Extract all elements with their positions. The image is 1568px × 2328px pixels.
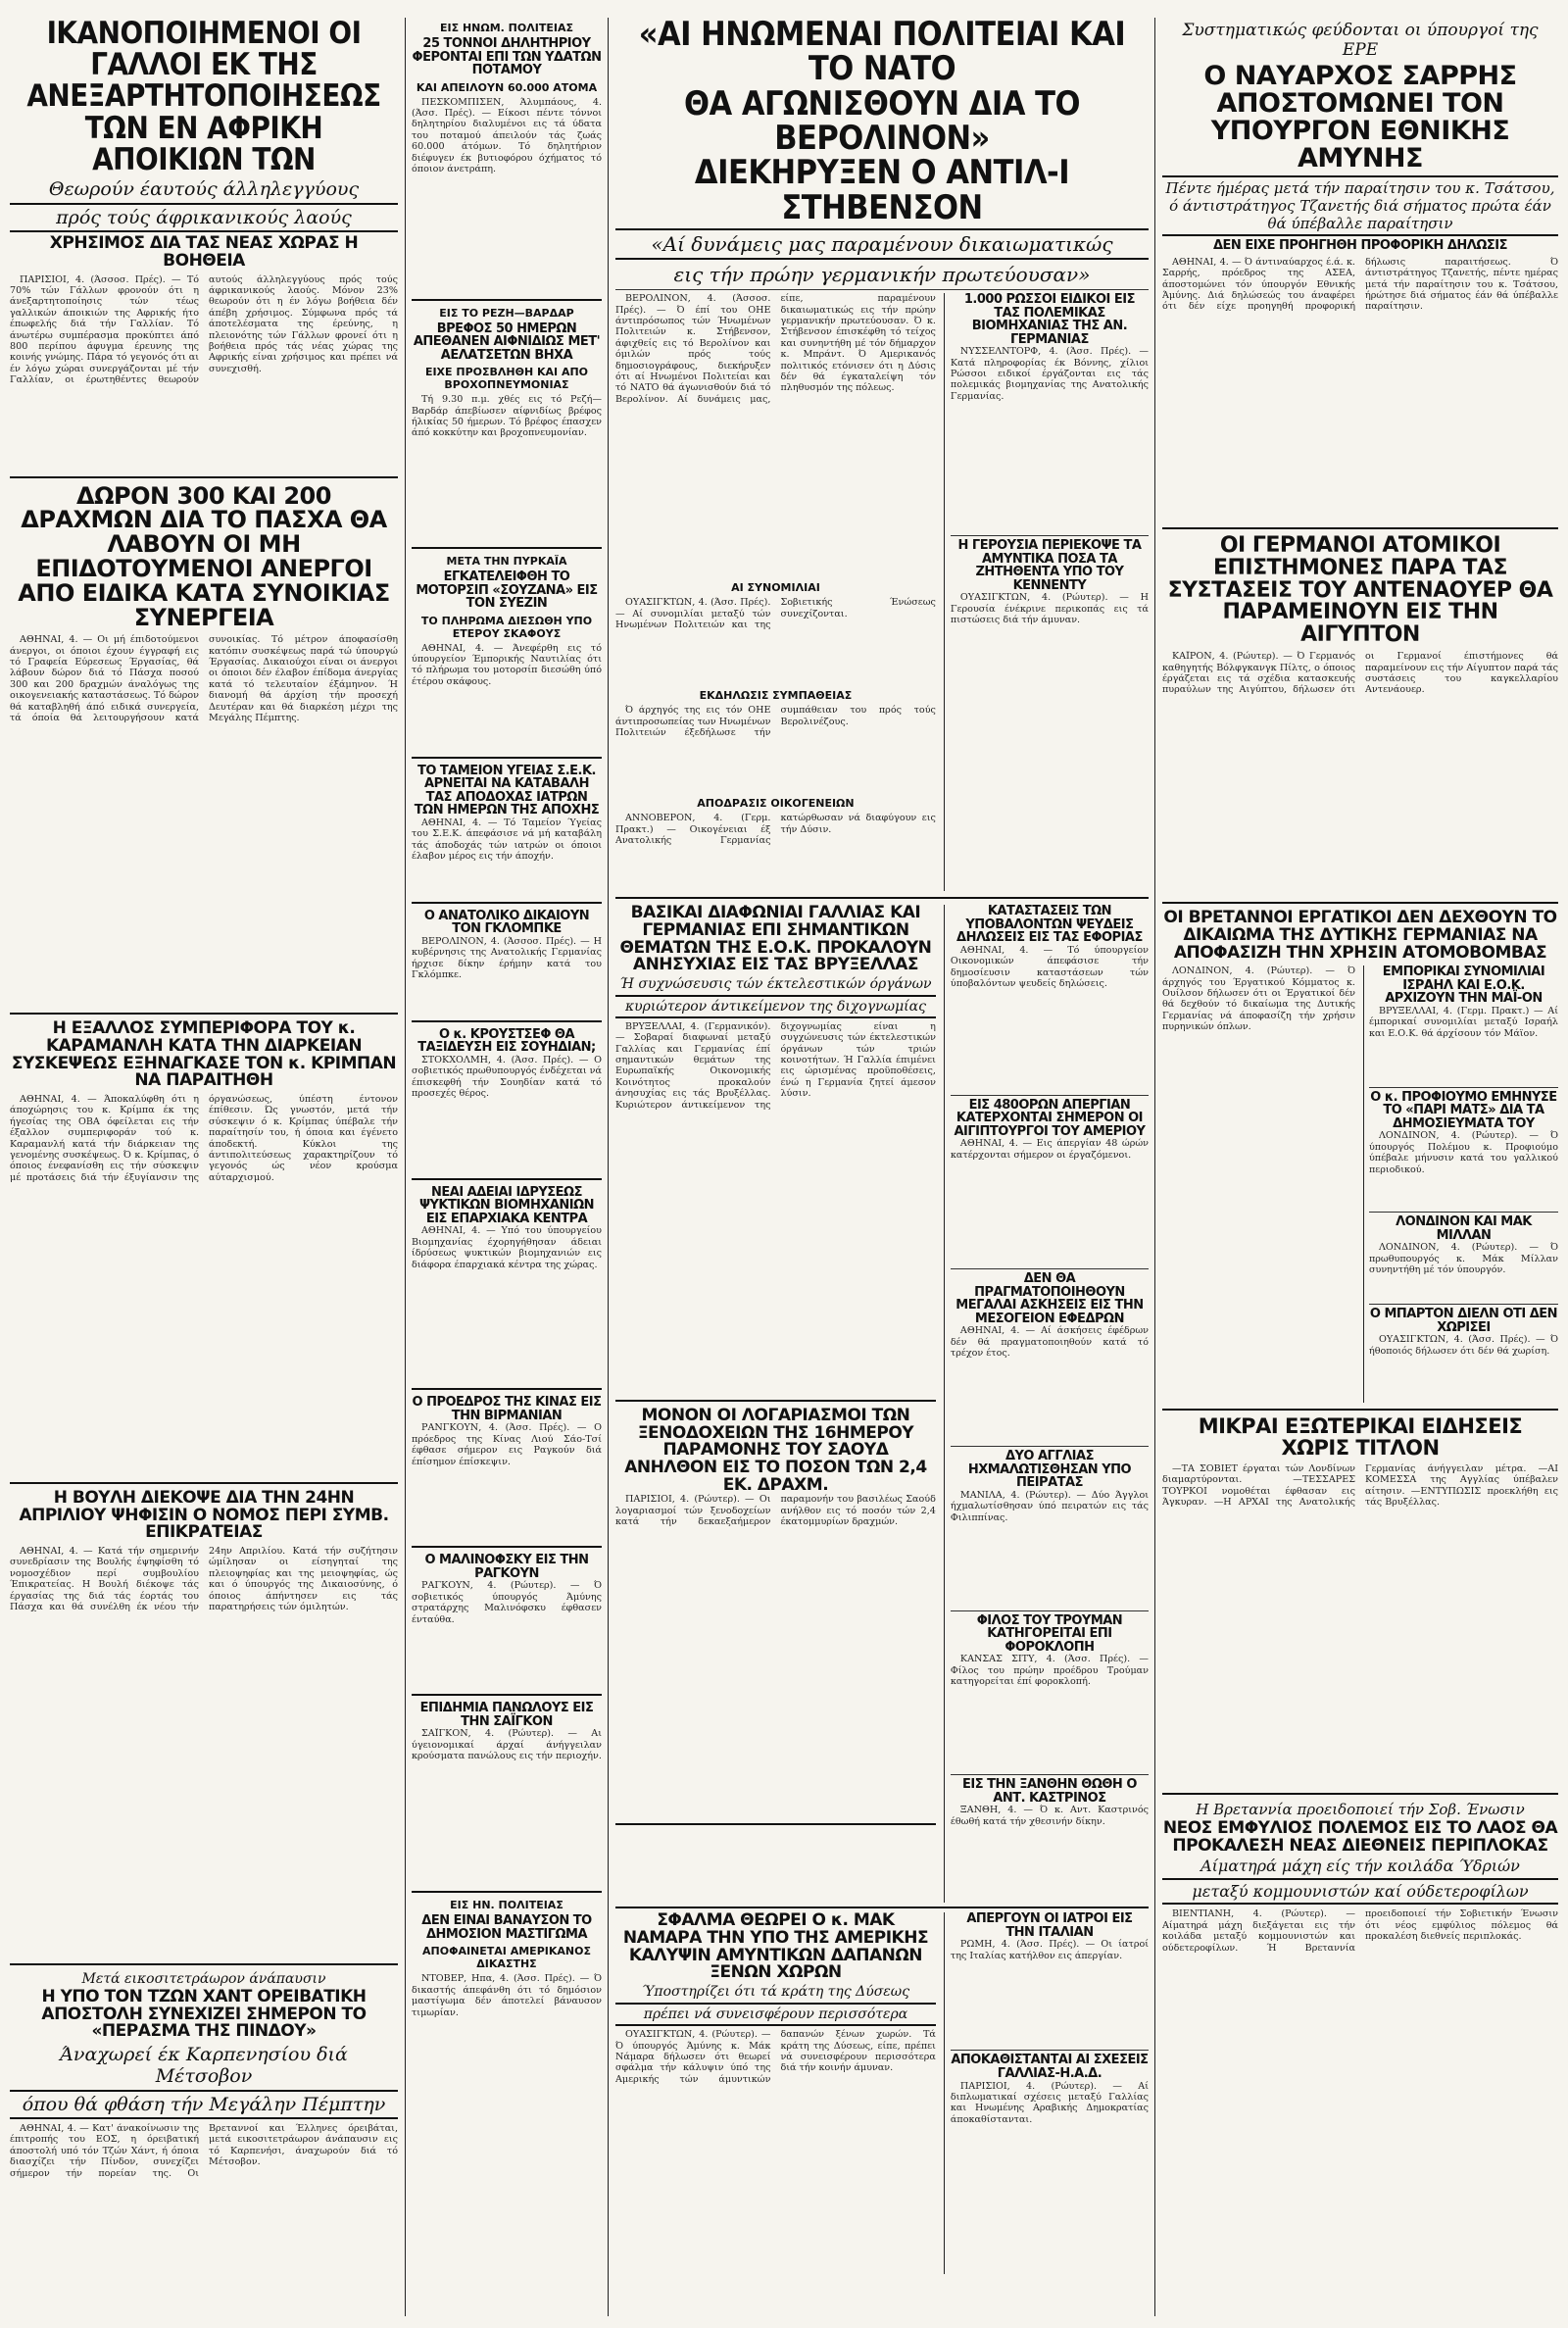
- subheadline: κυριώτερον άντικείμενον της διχογνωμίας: [615, 995, 936, 1018]
- story-infant: [412, 307, 602, 550]
- subheadline: Άναχωρεί έκ Καρπενησίου διά Μέτσοβον: [60, 2043, 348, 2087]
- headline: ΕΙΣ ΤΗΝ ΞΑΝΘΗΝ ΘΩΘΗ Ο ΑΝΤ. ΚΑΣΤΡΙΝΟΣ: [962, 1777, 1137, 1806]
- article-body: [615, 705, 936, 793]
- article-body: [412, 97, 602, 293]
- headline: ΔΩΡΟΝ 300 ΚΑΙ 200 ΔΡΑΧΜΩΝ ΔΙΑ ΤΟ ΠΑΣΧΑ ΘΑ ΛΑΒΟΥΝ ΟΙ ΜΗ ΕΠΙΔΟΤΟΥΜΕΝΟΙ ΑΝΕΡΓΟΙ ΑΠΟ ΕΙΔΙΚΑ ΚΑΤΑ ΣΥΝΟΙΚΙΑΣ ΣΥΝΕΡΓΕΙΑ: [18, 481, 390, 632]
- divider: [951, 1774, 1149, 1775]
- article-body: [951, 1490, 1149, 1608]
- article-body: [1162, 1463, 1558, 1787]
- story-sarris: [1162, 21, 1558, 529]
- kicker: ΔΕΝ ΕΙΧΕ ΠΡΟΗΓΗΘΗ ΠΡΟΦΟΡΙΚΗ ΔΗΛΩΣΙΣ: [1212, 238, 1507, 254]
- article-body: [615, 597, 936, 685]
- subheadline: πρός τούς άφρικανικούς λαούς: [10, 203, 398, 232]
- article-text: ΒΡΥΞΕΛΛΑΙ, 4. (Γερμ. Πρακτ.) — Αί έμπορικαί συνομιλίαι μεταξύ Ισραήλ και Ε.Ο.Κ. θά άρχίσουν τόν Μάϊον.: [1368, 1005, 1558, 1039]
- subheadline: ΤΟ ΠΛΗΡΩΜΑ ΔΙΕΣΩΘΗ ΥΠΟ ΕΤΕΡΟΥ ΣΚΑΦΟΥΣ: [420, 614, 593, 640]
- headline: ΑΙ ΣΥΝΟΜΙΛΙΑΙ: [731, 581, 820, 595]
- headline-line: «ΑΙ ΗΝΩΜΕΝΑΙ ΠΟΛΙΤΕΙΑΙ ΚΑΙ ΤΟ ΝΑΤΟ: [638, 18, 1126, 89]
- article-body: [412, 1973, 602, 2081]
- headline: ΜΟΝΟΝ ΟΙ ΛΟΓΑΡΙΑΣΜΟΙ ΤΩΝ ΞΕΝΟΔΟΧΕΙΩΝ ΤΗΣ 16ΗΜΕΡΟΥ ΠΑΡΑΜΟΝΗΣ ΤΟΥ ΣΑΟΥΔ ΑΝΗΛΘΟΝ ΕΙΣ ΤΟ ΠΟΣΟΝ ΤΩΝ 2,4 ΕΚ. ΔΡΑΧΜ.: [624, 1405, 927, 1495]
- subheadline: «Αί δυνάμεις μας παραμένουν δικαιωματικώς: [615, 228, 1149, 260]
- headline: ΜΙΚΡΑΙ ΕΞΩΤΕΡΙΚΑΙ ΕΙΔΗΣΕΙΣ ΧΩΡΙΣ ΤΙΤΛΟΝ: [1198, 1414, 1523, 1461]
- story-health-fund: [412, 765, 602, 904]
- divider: [951, 1268, 1149, 1269]
- story-french-africa: [10, 18, 398, 478]
- subheadline: ΑΠΟΦΑΙΝΕΤΑΙ ΑΜΕΡΙΚΑΝΟΣ ΔΙΚΑΣΤΗΣ: [422, 1945, 591, 1971]
- article-text: ΛΟΝΔΙΝΟΝ, 4. (Ρώυτερ). — Ό πρωθυπουργός κ. Μάκ Μίλλαν συνηντήθη μέ τόν ύπουργόν.: [1368, 1242, 1558, 1276]
- article-text: ΣΑΪΓΚΟΝ, 4. (Ρώυτερ). — Αι ύγειονομικαί άρχαί άνήγγειλαν κρούσματα πανώλους εις τήν περιοχήν.: [412, 1728, 602, 1762]
- divider: [1369, 1212, 1558, 1213]
- article-body: [412, 1728, 602, 1885]
- headline: 25 ΤΟΝΝΟΙ ΔΗΛΗΤΗΡΙΟΥ ΦΕΡΟΝΤΑΙ ΕΠΙ ΤΩΝ ΥΔΑΤΩΝ ΠΟΤΑΜΟΥ: [412, 36, 602, 78]
- article-text: ΑΘΗΝΑΙ, 4. — Άνεφέρθη εις τό ύπουργείον Έμπορικής Ναυτιλίας ότι τό πλήρωμα του μοτορσίπ διεσώθη ύπό έτέρου σκάφους.: [412, 642, 602, 687]
- article-body: [10, 2123, 398, 2311]
- article-text: ΒΡΥΞΕΛΛΑΙ, 4. (Γερμανικόν). — Σοβαραί διαφωναί μεταξύ Γαλλίας και Γερμανίας έπί σημαντικών θεμάτων της Ευρωπαϊκής Οικονομικής Κοινότητος προκαλούν άνησυχίας εις τάς Βρυξέλλας. Κυριώτερον άντικείμενον της διχογνωμίας είναι η συγχώνευσις τών έκτελεστικών όργάνων τών τριών κοινοτήτων. Ή Γαλλία έπιμένει εις ώρισμένας προϋποθέσεις, ένώ η Γερμανία ζητεί άμεσον λύσιν.: [615, 1020, 936, 1111]
- headline: ΑΠΟΚΑΘΙΣΤΑΝΤΑΙ ΑΙ ΣΧΕΣΕΙΣ ΓΑΛΛΙΑΣ-Η.Α.Δ.: [951, 2053, 1149, 2081]
- article-body: [412, 1055, 602, 1172]
- headline: Ο ΜΑΛΙΝΟΦΣΚΥ ΕΙΣ ΤΗΝ ΡΑΓΚΟΥΝ: [424, 1553, 589, 1581]
- divider: [1369, 1304, 1558, 1305]
- subheadline: Θεωρούν έαυτούς άλληλεγγύους: [48, 178, 360, 201]
- divider: [951, 1610, 1149, 1611]
- headline: ΤΟ ΤΑΜΕΙΟΝ ΥΓΕΙΑΣ Σ.Ε.Κ. ΑΡΝΕΙΤΑΙ ΝΑ ΚΑΤΑΒΑΛΗ ΤΑΣ ΑΠΟΔΟΧΑΣ ΙΑΤΡΩΝ ΤΩΝ ΗΜΕΡΩΝ ΤΗΣ ΑΠΟΧΗΣ: [414, 763, 600, 818]
- story-body-wrap: [615, 293, 1149, 891]
- headline-line: ΘΑ ΑΓΩΝΙΣΘΟΥΝ ΔΙΑ ΤΟ ΒΕΡΟΛΙΝΟΝ»: [684, 83, 1080, 159]
- article-text: ΝΥΣΣΕΛΝΤΟΡΦ, 4. (Άσσ. Πρές). — Κατά πληροφορίας έκ Βόννης, χίλιοι Ρώσσοι ειδικοί έργάζονται εις τάς πολεμικάς βιομηχανίας της Ανατολικής Γερμανίας.: [950, 346, 1149, 402]
- kicker: Μετά εικοσιτετράωρον άνάπαυσιν: [81, 1970, 326, 1987]
- side-stories: [1363, 966, 1558, 1403]
- article-body: [412, 394, 602, 541]
- article-body: [412, 1225, 602, 1382]
- subheadline: πρέπει νά συνεισφέρουν περισσότερα: [615, 2003, 936, 2026]
- article-body: [1369, 1334, 1558, 1403]
- article-text: ΑΘΗΝΑΙ, 4. — Κατά τήν σημερινήν συνεδρίασιν της Βουλής έψηφίσθη τό νομοσχέδιον περί συμβουλίου Έπικρατείας. Η Βουλή διέκοψε τάς έργασίας της διά τάς έορτάς του Πάσχα και θά συνέλθη έκ νέου τήν 24ην Απριλίου. Κατά τήν συζήτησιν ώμίλησαν οι είσηγηταί της πλειοψηφίας και της μειοψηφίας, ώς και ό ύπουργός της Δικαιοσύνης, ό όποιος άπήντησεν εις τάς παρατηρήσεις τών όμιλητών.: [10, 1545, 398, 1612]
- subheadline: ΕΙΧΕ ΠΡΟΣΒΛΗΘΗ ΚΑΙ ΑΠΟ ΒΡΟΧΟΠΝΕΥΜΟΝΙΑΣ: [424, 366, 589, 392]
- kicker: ΜΕΤΑ ΤΗΝ ΠΥΡΚΑΪΑ: [446, 555, 567, 569]
- left-part: [615, 293, 936, 891]
- headline: ΝΕΟΣ ΕΜΦΥΛΙΟΣ ΠΟΛΕΜΟΣ ΕΙΣ ΤΟ ΛΑΟΣ ΘΑ ΠΡΟΚΑΛΕΣΗ ΝΕΑΣ ΔΙΕΘΝΕΙΣ ΠΕΡΙΠΛΟΚΑΣ: [1162, 1818, 1558, 1856]
- article-text: Ό άρχηγός της εις τόν ΟΗΕ άντιπροσωπείας των Ηνωμένων Πολιτειών έξεδήλωσε τήν συμπάθειαν του πρός τούς Βερολινέζους.: [615, 705, 936, 738]
- article-text: ΡΩΜΗ, 4. (Άσσ. Πρές). — Οι ίατροί της Ιταλίας κατήλθον εις άπεργίαν.: [950, 1939, 1149, 1961]
- article-text: ΑΘΗΝΑΙ, 4. — Κατ' άνακοίνωσιν της έπιτροπής του ΕΟΣ, η όρειβατική άποστολή υπό τόν Τζών Χάντ, ή όποια διασχίζει τήν Πίνδον, συνεχίζει σήμερον τήν πορείαν της. Οι Βρεταννοί και Έλληνες όρειβάται, μετά εικοσιτετράωρον άνάπαυσιν εις τό Καρπενήσι, άναχωρούν διά τό Μέτσοβον.: [10, 2122, 398, 2179]
- story-stevenson: [615, 18, 1149, 899]
- article-text: ΒΕΡΟΛΙΝΟΝ, 4. (Άσσοσ. Πρές). — Η κυβέρνησις της Ανατολικής Γερμανίας ήρχισε δίκην έρήμην κατά του Γκλόμπκε.: [412, 935, 602, 980]
- headline: ΟΙ ΒΡΕΤΑΝΝΟΙ ΕΡΓΑΤΙΚΟΙ ΔΕΝ ΔΕΧΘΟΥΝ ΤΟ ΔΙΚΑΙΩΜΑ ΤΗΣ ΔΥΤΙΚΗΣ ΓΕΡΜΑΝΙΑΣ ΝΑ ΑΠΟΦΑΣΙΖΗ ΤΗΝ ΧΡΗΣΙΝ ΑΤΟΜΟΒΟΜΒΑΣ: [1163, 908, 1557, 963]
- split: [1162, 966, 1558, 1403]
- column-5: [1162, 18, 1558, 2311]
- article-body: [412, 817, 602, 896]
- article-text: ΠΑΡΙΣΙΟΙ, 4. (Ρώυτερ). — Αί διπλωματικαί σχέσεις μεταξύ Γαλλίας και Ηνωμένης Αραβικής Δημοκρατίας άποκαθίστανται.: [950, 2080, 1149, 2125]
- story-easter-bonus: [10, 481, 398, 1015]
- story-parliament: [10, 1487, 398, 1965]
- article-text: ΠΑΡΙΣΙΟΙ, 4. (Ρώυτερ). — Οι λογαριασμοί τών ξενοδοχείων κατά τήν δεκαεξαήμερον παραμονήν του βασιλέως Σαούδ ανήλθον εις τό ποσόν τών 2,4 έκατομμυρίων δραχμών.: [615, 1494, 936, 1528]
- divider: [951, 1095, 1149, 1096]
- story-globke: [412, 910, 602, 1022]
- article-text: ΑΘΗΝΑΙ, 4. — Οι μή έπιδοτούμενοι άνεργοι, οι όποιοι έχουν έγγραφή εις τό Γραφεία Εύρεσεως Έργασίας, θά λάβουν δώρον διά τό Πάσχα ποσού 300 και 200 δραχμών άναλόγως της οικογενειακής καταστάσεως. Τό δώρον θά καταβληθή άπό ειδικά συνεργεία, τά όποία θά λειτουργήσουν κατά συνοικίας. Τό μέτρον άποφασίσθη κατόπιν συσκέψεως παρά τώ ύπουργώ Έργασίας. Δικαιούχοι είναι οι άνεργοι οι όποιοι δέν έλαβον έπίδομα άνεργίας κατά τό τελευταίον έξάμηνον. Ή διανομή θά άρχίση τήν προσεχή Δευτέραν και θά διαρκέση μέχρι της Μεγάλης Πέμπτης.: [10, 634, 398, 724]
- article-body: [615, 1494, 936, 1817]
- article-body: [10, 274, 398, 471]
- middle-block: [615, 905, 1149, 1903]
- article-text: ΑΘΗΝΑΙ, 4. — Τό Ταμείον Ύγείας του Σ.Ε.Κ. άπεφάσισε νά μή καταβάλη τάς άποδοχάς τών ιατρών οι όποιοι έλαβον μέρος εις τήν άποχήν.: [412, 817, 602, 862]
- headline: Ο ΠΡΟΕΔΡΟΣ ΤΗΣ ΚΙΝΑΣ ΕΙΣ ΤΗΝ ΒΙΡΜΑΝΙΑΝ: [412, 1395, 602, 1423]
- article-text: ΑΘΗΝΑΙ, 4. — Υπό του ύπουργείου Βιομηχανίας έχορηγήθησαν άδειαι ίδρύσεως ψυκτικών βιομηχανιών εις διάφορα έπαρχιακά κέντρα της χώρας.: [412, 1225, 602, 1270]
- subheadline: ΚΑΙ ΑΠΕΙΛΟΥΝ 60.000 ΑΤΟΜΑ: [416, 80, 598, 94]
- article-text: ΟΥΑΣΙΓΚΤΩΝ, 4. (Ρώυτερ). — Ό ύπουργός Άμύνης κ. Μάκ Νάμαρα δήλωσεν ότι θεωρεί σφάλμα τήν κάλυψιν ύπό της Αμερικής τών άμυντικών δαπανών ξένων χωρών. Τά κράτη της Δύσεως, είπε, πρέπει νά συνεισφέρουν περισσότερα διά τήν κοινήν άμυναν.: [615, 2029, 936, 2085]
- subheadline: Αίματηρά μάχη είς τήν κοιλάδα Ύδριών: [1200, 1857, 1520, 1876]
- article-body: [1162, 966, 1355, 1358]
- subheadline: Πέντε ήμέρας μετά τήν παραίτησιν του κ. Τσάτσου, ό άντιστράτηγος Τζανετής διά σήματος πρώτα έάν θά ύπέβαλλε παραίτησιν: [1162, 175, 1558, 236]
- kicker: ΧΡΗΣΙΜΟΣ ΔΙΑ ΤΑΣ ΝΕΑΣ ΧΩΡΑΣ Η ΒΟΗΘΕΙΑ: [49, 233, 359, 271]
- kicker: Συστηματικώς φεύδονται οι ύπουργοί της ΕΡΕ: [1182, 21, 1539, 60]
- headline: ΟΙ ΓΕΡΜΑΝΟΙ ΑΤΟΜΙΚΟΙ ΕΠΙΣΤΗΜΟΝΕΣ ΠΑΡΑ ΤΑΣ ΣΥΣΤΑΣΕΙΣ ΤΟΥ ΑΝΤΕΝΑΟΥΕΡ ΘΑ ΠΑΡΑΜΕΙΝΟΥΝ ΕΙΣ ΤΗΝ ΑΙΓΥΠΤΟΝ: [1167, 532, 1553, 648]
- headline: Η ΓΕΡΟΥΣΙΑ ΠΕΡΙΕΚΟΨΕ ΤΑ ΑΜΥΝΤΙΚΑ ΠΟΣΑ ΤΑ ΖΗΤΗΘΕΝΤΑ ΥΠΟ ΤΟΥ ΚΕΝΝΕΝΤΥ: [957, 538, 1142, 593]
- story-hunt-expedition: [10, 1971, 398, 2311]
- headline: ΒΡΕΦΟΣ 50 ΗΜΕΡΩΝ ΑΠΕΘΑΝΕΝ ΑΙΦΝΙΔΙΩΣ ΜΕΤ' ΑΕΛΑΤΣΕΤΩΝ ΒΗΧΑ: [413, 321, 601, 363]
- article-body: [615, 293, 936, 577]
- headline: ΕΠΙΔΗΜΙΑ ΠΑΝΩΛΟΥΣ ΕΙΣ ΤΗΝ ΣΑΪΓΚΟΝ: [419, 1701, 594, 1729]
- story-eec: [615, 905, 936, 1402]
- story-mcnamara: [615, 1912, 936, 2274]
- article-text: ΑΘΗΝΑΙ, 4. — Αί άσκήσεις έφέδρων δέν θά πραγματοποιηθούν κατά τό τρέχον έτος.: [950, 1325, 1149, 1360]
- article-body: [951, 1654, 1149, 1771]
- article-body: [1162, 651, 1558, 896]
- article-text: ΡΑΓΚΟΥΝ, 4. (Ρώυτερ). — Ό σοβιετικός ύπουργός Άμύνης στρατάρχης Μαλινόφσκυ έφθασεν ένταύθα.: [412, 1580, 602, 1625]
- headline: ΕΙΣ 480ΟΡΩΝ ΑΠΕΡΓΙΑΝ ΚΑΤΕΡΧΟΝΤΑΙ ΣΗΜΕΡΟΝ ΟΙ ΑΙΓΙΠΤΟΥΡΓΟΙ ΤΟΥ ΑΜΕΡΙΟΥ: [954, 1097, 1146, 1139]
- story-poison-river: [412, 22, 602, 301]
- article-body: [10, 634, 398, 1007]
- article-body: [951, 346, 1149, 532]
- article-text: ΟΥΑΣΙΓΚΤΩΝ, 4. (Ρώυτερ). — Η Γερουσία ένέκρινε περικοπάς εις τά πιστώσεις διά τήν άμυναν.: [950, 592, 1149, 626]
- article-text: ΛΟΝΔΙΝΟΝ, 4. (Ρώυτερ). — Ό ύπουργός Πολέμου κ. Προφιούμο ύπέβαλε μήνυσιν κατά του γαλλικού περιοδικού.: [1368, 1130, 1558, 1175]
- column-rule: [1154, 18, 1155, 2316]
- story-flogging: [412, 1899, 602, 2081]
- story-karamanlis: [10, 1020, 398, 1484]
- story-labour-atom: [1162, 910, 1558, 1411]
- article-body: [951, 1138, 1149, 1265]
- article-body: [951, 945, 1149, 1092]
- article-body: [1369, 1242, 1558, 1301]
- column-2: [412, 18, 602, 2311]
- subheadline: Ύποστηρίζει ότι τά κράτη της Δύσεως: [641, 1984, 910, 2001]
- article-text: ΣΤΟΚΧΟΛΜΗ, 4. (Άσσ. Πρές). — Ο σοβιετικός πρωθυπουργός ένδέχεται νά έπισκεφθή τήν Σουηδίαν κατά τό προσεχές θέρος.: [412, 1054, 602, 1099]
- headline: ΕΚΔΗΛΩΣΙΣ ΣΥΜΠΑΘΕΙΑΣ: [699, 689, 853, 703]
- headline: Η ΥΠΟ ΤΟΝ ΤΖΩΝ ΧΑΝΤ ΟΡΕΙΒΑΤΙΚΗ ΑΠΟΣΤΟΛΗ ΣΥΝΕΧΙΖΕΙ ΣΗΜΕΡΟΝ ΤΟ «ΠΕΡΑΣΜΑ ΤΗΣ ΠΙΝΔΟΥ»: [41, 1986, 367, 2042]
- column-1: [10, 18, 398, 2311]
- article-text: ΜΑΝΙΛΑ, 4. (Ρώυτερ). — Δύο Άγγλοι ήχμαλωτίσθησαν ύπό πειρατών εις τάς Φιλιππίνας.: [950, 1489, 1149, 1523]
- story-malinovsky: [412, 1554, 602, 1696]
- article-text: ΟΥΑΣΙΓΚΤΩΝ, 4. (Άσσ. Πρές). — Ό ήθοποιός δήλωσεν ότι δέν θά χωρίση.: [1368, 1334, 1558, 1357]
- article-body: [10, 1094, 398, 1476]
- headline: ΔΥΟ ΑΓΓΛΙΑΣ ΗΧΜΑΛΩΤΙΣΘΗΣΑΝ ΥΠΟ ΠΕΙΡΑΤΑΣ: [967, 1449, 1132, 1491]
- article-body: [412, 643, 602, 751]
- article-text: ΟΥΑΣΙΓΚΤΩΝ, 4. (Άσσ. Πρές). — Αί συνομιλίαι μεταξύ τών Ηνωμένων Πολιτειών και της Σοβιετικής Ένώσεως συνεχίζονται.: [615, 597, 936, 630]
- article-body: [10, 1546, 398, 1957]
- divider: [951, 2050, 1149, 2051]
- headline: ΕΓΚΑΤΕΛΕΙΦΘΗ ΤΟ ΜΟΤΟΡΣΙΠ «ΣΟΥΖΑΝΑ» ΕΙΣ ΤΟΝ ΣΥΕΖΙΝ: [416, 570, 598, 612]
- divider: [615, 1907, 1149, 1908]
- article-body: [412, 1580, 602, 1688]
- headline: Ο ΜΠΑΡΤΟΝ ΔΙΕΛΝ ΟΤΙ ΔΕΝ ΧΩΡΙΣΕΙ: [1369, 1307, 1558, 1335]
- article-body: [951, 1805, 1149, 1903]
- article-body: [951, 1325, 1149, 1443]
- article-text: ΡΑΝΓΚΟΥΝ, 4. (Άσσ. Πρές). — Ο πρόεδρος της Κίνας Λιού Σάο-Τσί έφθασε σήμερον εις Ραγκούν διά έπίσημον έπίσκεψιν.: [412, 1422, 602, 1467]
- middle-left: [615, 905, 936, 1903]
- article-text: —ΤΑ ΣΟΒΙΕΤ έργαται τών Λονδίνων διαμαρτύρονται. —ΤΕΣΣΑΡΕΣ ΤΟΥΡΚΟΙ νομοθέται έφθασαν εις Άγκυραν. —Η ΑΡΧΑΙ της Ανατολικής Γερμανίας άνήγγειλαν μέτρα. —ΑΙ ΚΟΜΕΣΣΑ της Αγγλίας ύπέβαλεν αίτησιν. —ΕΝΤΥΠΩΣΙΣ προεκλήθη εις τάς Βρυξέλλας.: [1162, 1463, 1558, 1509]
- article-text: ΑΘΗΝΑΙ, 4. — Εις άπεργίαν 48 ώρών κατέρχονται σήμερον οι έργαζόμενοι.: [950, 1138, 1149, 1161]
- headline: ΑΠΕΡΓΟΥΝ ΟΙ ΙΑΤΡΟΙ ΕΙΣ ΤΗΝ ΙΤΑΛΙΑΝ: [966, 1911, 1133, 1940]
- article-text: Τή 9.30 π.μ. χθές εις τό Ρεζή—Βαρδάρ άπεβίωσεν αίφνιδίως βρέφος ήλικίας 50 ήμερων. Τό βρέφος έπασχεν άπό κοκκύτην και βροχοπνευμονίαν.: [412, 394, 602, 439]
- story-plague: [412, 1702, 602, 1893]
- subheadline: εις τήν πρώην γερμανικήν πρωτεύουσαν»: [673, 263, 1091, 287]
- right-part: [944, 293, 1149, 891]
- story-saud: [615, 1405, 936, 1825]
- headline: ΔΕΝ ΕΙΝΑΙ ΒΑΝΑΥΣΟΝ ΤΟ ΔΗΜΟΣΙΟΝ ΜΑΣΤΙΓΩΜΑ: [421, 1913, 592, 1942]
- headline: ΛΟΝΔΙΝΟΝ ΚΑΙ ΜΑΚ ΜΙΛΛΑΝ: [1396, 1214, 1532, 1243]
- headline: ΚΑΤΑΣΤΑΣΕΙΣ ΤΩΝ ΥΠΟΒΑΛΟΝΤΩΝ ΨΕΥΔΕΙΣ ΔΗΛΩΣΕΙΣ ΕΙΣ ΤΑΣ ΕΦΟΡΙΑΣ: [956, 904, 1143, 946]
- kicker: ΕΙΣ ΗΝ. ΠΟΛΙΤΕΙΑΣ: [450, 1899, 564, 1912]
- story-german-scientists: [1162, 532, 1558, 904]
- headline: ΙΚΑΝΟΠΟΙΗΜΕΝΟΙ ΟΙ ΓΑΛΛΟΙ ΕΚ ΤΗΣ ΑΝΕΞΑΡΤΗΤΟΠΟΙΗΣΕΩΣ ΤΩΝ ΕΝ ΑΦΡΙΚΗ ΑΠΟΙΚΙΩΝ ΤΩΝ: [26, 18, 381, 177]
- column-3-4: [615, 18, 1149, 2311]
- headline: ΦΙΛΟΣ ΤΟΥ ΤΡΟΥΜΑΝ ΚΑΤΗΓΟΡΕΙΤΑΙ ΕΠΙ ΦΟΡΟΚΛΟΠΗ: [976, 1612, 1123, 1655]
- headline: Ο ΑΝΑΤΟΛΙΚΟ ΔΙΚΑΙΟΥΝ ΤΟΝ ΓΚΛΟΜΠΚΕ: [423, 908, 590, 937]
- article-text: ΞΑΝΘΗ, 4. — Ό κ. Αντ. Καστρινός έθωθή κατά τήν χθεσινήν δίκην.: [950, 1805, 1149, 1827]
- subheadline: Ή συχνώσευσις τών έκτελεστικών όργάνων: [619, 975, 932, 992]
- article-body: [951, 2081, 1149, 2189]
- article-text: ΒΕΡΟΛΙΝΟΝ, 4. (Άσσοσ. Πρές). — Ό έπί του ΟΗΕ άντιπρόσωπος τών Ήνωμένων Πολιτειών κ. Στήβενσον, άφιχθείς εις τό Βερολίνον και όμιλών πρός τούς δημοσιογράφους, διεκήρυξεν ότι αί Ηνωμένοι Πολιτείαι και τό ΝΑΤΟ θά άγωνισθούν διά τό Βερολίνον. Αί δυνάμεις μας, είπε, παραμένουν δικαιωματικώς εις τήν πρώην γερμανικήν πρωτεύουσαν. Ό κ. Στήβενσον έπισκέφθη τό τείχος και συνηντήθη μέ τόν δήμαρχον κ. Μπράντ. Ό Αμερικανός πολιτικός ετόνισεν ότι η Δύσις δέν θά έγκαταλείψη τόν πληθυσμόν της πόλεως.: [615, 293, 936, 405]
- kicker: ΕΙΣ ΗΝΩΜ. ΠΟΛΙΤΕΙΑΣ: [440, 22, 573, 34]
- article-body: [412, 1422, 602, 1540]
- bottom-block: [615, 1912, 1149, 2274]
- headline: Ο κ. ΚΡΟΥΣΤΣΕΦ ΘΑ ΤΑΞΙΔΕΥΣΗ ΕΙΣ ΣΟΥΗΔΙΑΝ;: [417, 1026, 596, 1056]
- divider: [951, 535, 1149, 536]
- divider: [951, 1446, 1149, 1447]
- article-body: [1162, 1908, 1558, 2154]
- headline: Ο ΝΑΥΑΡΧΟΣ ΣΑΡΡΗΣ ΑΠΟΣΤΟΜΩΝΕΙ ΤΟΝ ΥΠΟΥΡΓΟΝ ΕΘΝΙΚΗΣ ΑΜΥΝΗΣ: [1203, 61, 1517, 174]
- headline: Ο κ. ΠΡΟΦΙΟΥΜΟ ΕΜΗΝΥΣΕ ΤΟ «ΠΑΡΙ ΜΑΤΣ» ΔΙΑ ΤΑ ΔΗΜΟΣΙΕΥΜΑΤΑ ΤΟΥ: [1370, 1089, 1557, 1131]
- story-khrushchev: [412, 1028, 602, 1180]
- story-china-burma: [412, 1396, 602, 1548]
- middle-right: [944, 905, 1149, 1903]
- story-laos: [1162, 1801, 1558, 2154]
- article-body: [951, 1939, 1149, 2047]
- article-body: [615, 813, 936, 891]
- article-body: [615, 1021, 936, 1394]
- headline: ΒΑΣΙΚΑΙ ΔΙΑΦΩΝΙΑΙ ΓΑΛΛΙΑΣ ΚΑΙ ΓΕΡΜΑΝΙΑΣ ΕΠΙ ΣΗΜΑΝΤΙΚΩΝ ΘΕΜΑΤΩΝ ΤΗΣ Ε.Ο.Κ. ΠΡΟΚΑΛΟΥΝ ΑΝΗΣΥΧΙΑΣ ΕΙΣ ΤΑΣ ΒΡΥΞΕΛΛΑΣ: [619, 903, 932, 975]
- subheadline: μεταξύ κομμουνιστών καί ούδετεροφίλων: [1162, 1878, 1558, 1905]
- bottom-right: [944, 1912, 1149, 2274]
- story-cold-industry: [412, 1186, 602, 1391]
- article-text: ΒΙΕΝΤΙΑΝΗ, 4. (Ρώυτερ). — Αίματηρά μάχη διεξάγεται εις τήν κοιλάδα μεταξύ κομμουνιστών και ούδετεροφίλων. Ή Βρεταννία προειδοποιεί τήν Σοβιετικήν Ένωσιν ότι νέος εμφύλιος πόλεμος θά προκαλέση διεθνείς περιπλοκάς.: [1162, 1908, 1558, 1954]
- column-rule: [608, 18, 609, 2316]
- article-body: [951, 592, 1149, 827]
- article-text: ΠΑΡΙΣΙΟΙ, 4. (Άσσοσ. Πρές). — Τό 70% τών Γάλλων φρονούν ότι η άνεξαρτητοποίησις τών τέως γαλλικών άποικιών της Αφρικής ήτο έπωφελής διά τήν Γαλλίαν. Τό άνωτέρω συμπέρασμα προκύπτει άπό 800 περίπου άφυγμα έρευνης της κοινής γνώμης. Πάρα τό γεγονός ότι αι έν λόγω χώραι συνεργάζονται μέ τήν Γαλλίαν, οι έρωτηθέντες θεωρούν αυτούς άλληλεγγύους πρός τούς άφρικανικούς λαούς. Μόνον 23% θεωρούν ότι η έν λόγω βοήθεια δέν άπέβη χρήσιμος. Σύμφωνα πρός τά άποτελέσματα της έρεύνης, η πλειονότης τών Γάλλων φρονεί ότι η βοήθεια πρός τάς νέας χώρας της Αφρικής είναι χρήσιμος και πρέπει νά συνεχισθή.: [10, 273, 398, 386]
- article-text: ΑΘΗΝΑΙ, 4. — Τό ύπουργείον Οικονομικών άπεφάσισε τήν δημοσίευσιν καταστάσεων τών ύποβαλόντων ψευδείς δηλώσεις.: [950, 944, 1149, 989]
- subheadline: όπου θά φθάση τήν Μεγάλην Πέμπτην: [10, 2090, 398, 2119]
- divider: [1369, 1087, 1558, 1088]
- column-rule: [405, 18, 406, 2316]
- headline: Η ΕΞΑΛΛΟΣ ΣΥΜΠΕΡΙΦΟΡΑ ΤΟΥ κ. ΚΑΡΑΜΑΝΛΗ ΚΑΤΑ ΤΗΝ ΔΙΑΡΚΕΙΑΝ ΣΥΣΚΕΨΕΩΣ ΕΞΗΝΑΓΚΑΣΕ ΤΟΝ κ. ΚΡΙΜΠΑΝ ΝΑ ΠΑΡΑΙΤΗΘΗ: [11, 1018, 397, 1091]
- headline: ΔΕΝ ΘΑ ΠΡΑΓΜΑΤΟΠΟΙΗΘΟΥΝ ΜΕΓΑΛΑΙ ΑΣΚΗΣΕΙΣ ΕΙΣ ΤΗΝ ΜΕΣΟΓΕΙΟΝ ΕΦΕΔΡΩΝ: [956, 1271, 1144, 1326]
- article-body: [1162, 257, 1558, 521]
- article-body: [1369, 1006, 1558, 1084]
- article-body: [412, 936, 602, 1015]
- headline: ΕΜΠΟΡΙΚΑΙ ΣΥΝΟΜΙΛΙΑΙ ΙΣΡΑΗΛ ΚΑΙ Ε.Ο.Κ. ΑΡΧΙΖΟΥΝ ΤΗΝ ΜΑΪ-ΟΝ: [1382, 965, 1545, 1007]
- article-text: ΑΘΗΝΑΙ, 4. — Άποκαλύφθη ότι η άποχώρησις του κ. Κρίμπα έκ της ήγεσίας της ΟΒΑ όφείλεται εις τήν έξαλλον συμπεριφοράν τού κ. Καραμανλή κατά τήν διάρκειαν της γενομένης συσκέψεως. Ό κ. Κρίμπας, ό όποιος ένεφανίσθη εις τήν σύσκεψιν μέ προτάσεις διά τήν έξυγίανσιν της όργανώσεως, ύπέστη έντονον έπίθεσιν. Ώς γνωστόν, μετά τήν σύσκεψιν ό κ. Κρίμπας ύπέβαλε τήν παραίτησίν του, ή όποια και έγένετο άποδεκτή. Κύκλοι της άντιπολιτεύσεως χαρακτηρίζουν τό γεγονός ώς νέον κρούσμα αύταρχισμού.: [10, 1093, 398, 1183]
- bottom-left: [615, 1912, 936, 2274]
- headline: ΑΠΟΔΡΑΣΙΣ ΟΙΚΟΓΕΝΕΙΩΝ: [697, 797, 855, 811]
- article-body: [1369, 1130, 1558, 1209]
- headline-line: ΔΙΕΚΗΡΥΞΕΝ Ο ΑΝΤΙΛ-Ι ΣΤΗΒΕΝΣΟΝ: [694, 153, 1070, 227]
- article-text: ΑΘΗΝΑΙ, 4. — Ό άντιναύαρχος έ.ά. κ. Σαρρής, πρόεδρος της ΑΣΕΑ, άποστομώνει τόν ύπουργόν Εθνικής Άμύνης. Διά δηλώσεώς του άναφέρει ότι δέν είχε προηγηθή προφορική δήλωσις παραιτήσεως. Ό άντιστράτηγος Τζανετής, πέντε ημέρας μετά τήν παραίτησιν του κ. Τσάτσου, ήρώτησε διά σήματος έάν θά ύπέβαλλε παραίτησιν.: [1162, 256, 1558, 313]
- kicker: Η Βρεταννία προειδοποιεί τήν Σοβ. Ένωσιν: [1196, 1801, 1525, 1819]
- headline: ΣΦΑΛΜΑ ΘΕΩΡΕΙ Ο κ. ΜΑΚ ΝΑΜΑΡΑ ΤΗΝ ΥΠΟ ΤΗΣ ΑΜΕΡΙΚΗΣ ΚΑΛΥΨΙΝ ΑΜΥΝΤΙΚΩΝ ΔΑΠΑΝΩΝ ΞΕΝΩΝ ΧΩΡΩΝ: [622, 1910, 929, 1983]
- article-text: ΝΤΟΒΕΡ, Ηπα, 4. (Άσσ. Πρές). — Ό δικαστής άπεφάνθη ότι τό δημόσιον μαστίγωμα δέν άποτελεί βάναυσον τιμωρίαν.: [412, 1973, 602, 2018]
- headline: Η ΒΟΥΛΗ ΔΙΕΚΟΨΕ ΔΙΑ ΤΗΝ 24ΗΝ ΑΠΡΙΛΙΟΥ ΨΗΦΙΣΙΝ Ο ΝΟΜΟΣ ΠΕΡΙ ΣΥΜΒ. ΕΠΙΚΡΑΤΕΙΑΣ: [19, 1487, 389, 1543]
- article-text: ΚΑΪΡΟΝ, 4. (Ρώυτερ). — Ό Γερμανός καθηγητής Βόλφγκανγκ Πίλτς, ο όποιος έργάζεται εις τά σχέδια κατασκευής πυραύλων της Αιγύπτου, δήλωσεν ότι οι Γερμανοί έπιστήμονες θά παραμείνουν εις τήν Αίγυπτον παρά τάς συστάσεις του καγκελλαρίου Αντενάουερ.: [1162, 651, 1558, 696]
- article-text: ΚΑΝΣΑΣ ΣΙΤΥ, 4. (Άσσ. Πρές). — Φίλος του πρώην προέδρου Τρούμαν κατηγορείται έπί φοροκλοπή.: [950, 1654, 1149, 1688]
- article-text: ΑΝΝΟΒΕΡΟΝ, 4. (Γερμ. Πρακτ.) — Οικογένειαι έξ Ανατολικής Γερμανίας κατώρθωσαν νά διαφύγουν εις τήν Δύσιν.: [615, 813, 936, 846]
- divider: [615, 289, 1149, 290]
- article-body: [615, 2029, 936, 2274]
- kicker: ΕΙΣ ΤΟ ΡΕΖΗ—ΒΑΡΔΑΡ: [439, 306, 574, 320]
- article-text: ΠΕΣΚΟΜΠΙΣΕΝ, Άλυμπάους, 4. (Άσσ. Πρές). — Είκοσι πέντε τόννοι δηλητηρίου διαλυμένοι εις τά ύδατα του ποταμού άπειλούν τάς ζωάς 60.000 άτόμων. Τό δηλητήριον διέφυγεν έκ βυτιοφόρου όχήματος τό όποιον άνετράπη.: [412, 96, 602, 174]
- article-text: ΛΟΝΔΙΝΟΝ, 4. (Ρώυτερ). — Ό άρχηγός του Έργατικού Κόμματος κ. Ουίλσον δήλωσεν ότι οι Έργατικοί δέν θά δεχθούν τό δικαίωμα της Δυτικής Γερμανίας νά άποφασίζη τήν χρήσιν πυρηνικών όπλων.: [1162, 966, 1355, 1033]
- headline: 1.000 ΡΩΣΣΟΙ ΕΙΔΙΚΟΙ ΕΙΣ ΤΑΣ ΠΟΛΕΜΙΚΑΣ ΒΙΟΜΗΧΑΝΙΑΣ ΤΗΣ ΑΝ. ΓΕΡΜΑΝΙΑΣ: [963, 292, 1135, 347]
- headline: ΝΕΑΙ ΑΔΕΙΑΙ ΙΔΡΥΣΕΩΣ ΨΥΚΤΙΚΩΝ ΒΙΟΜΗΧΑΝΙΩΝ ΕΙΣ ΕΠΑΡΧΙΑΚΑ ΚΕΝΤΡΑ: [418, 1184, 595, 1226]
- story-brief-news: [1162, 1416, 1558, 1795]
- story-motorship: [412, 555, 602, 759]
